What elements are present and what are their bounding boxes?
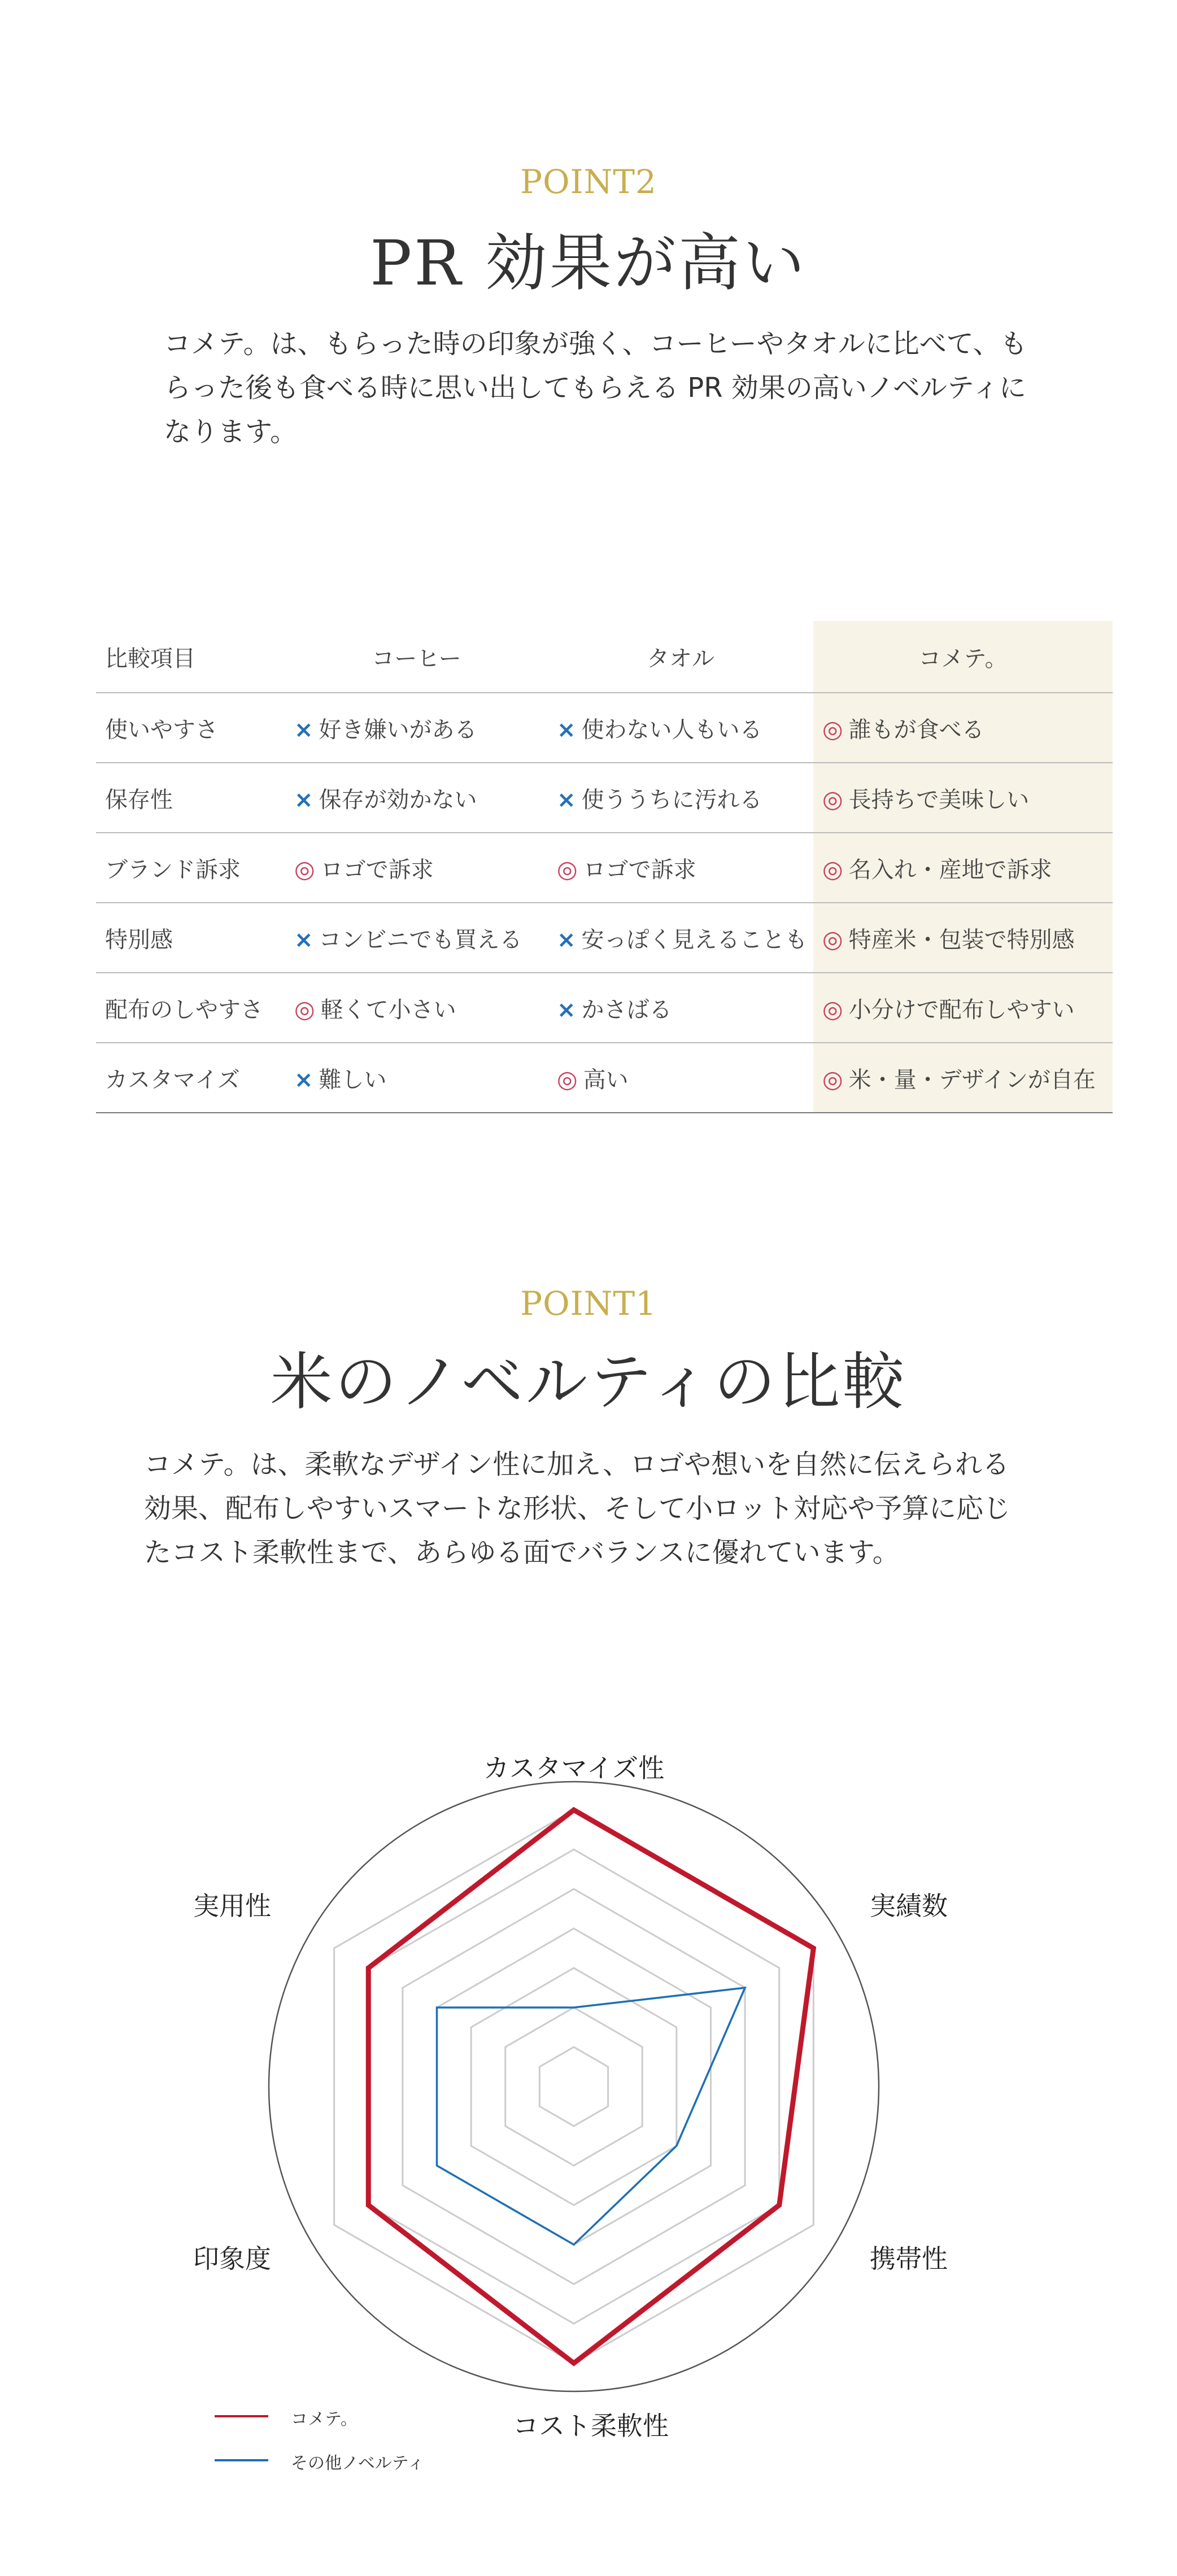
double-circle-mark-icon: ◎ [822,785,843,813]
table-cell-text: 安っぽく見えることも [581,926,808,953]
header-coffee: コーヒー [285,621,548,693]
table-cell-text: 難しい [319,1066,387,1093]
table-cell-text: 好き嫌いがある [319,716,477,743]
radar-grid-ring [505,2008,642,2166]
cross-mark-icon: × [294,926,313,953]
table-cell-text: かさばる [581,996,672,1023]
header-towel: タオル [548,621,813,693]
radar-grid [269,1782,879,2391]
cross-mark-icon: × [294,716,313,743]
double-circle-mark-icon: ◎ [822,1065,843,1093]
point1-paragraph-line: コメテ。は、柔軟なデザイン性に加え、ロゴや想いを自然に伝えられる [144,1449,1010,1480]
double-circle-mark-icon: ◎ [557,855,578,883]
legend-label: その他ノベルティ [291,2453,425,2473]
cross-mark-icon: × [294,1066,313,1093]
header-komete: コメテ。 [813,621,1113,693]
table-cell-text: 名入れ・産地で訴求 [848,856,1052,883]
radar-series-komete [368,1810,813,2363]
radar-outer-circle [269,1782,879,2391]
point1-label: POINT1 [520,1284,657,1323]
double-circle-mark-icon: ◎ [294,995,315,1023]
cross-mark-icon: × [557,996,576,1023]
table-cell-text: 高い [583,1066,629,1093]
radar-grid-ring [403,1889,745,2284]
point2-label: POINT2 [520,163,657,201]
point2-heading: PR 効果が高い [370,227,807,299]
radar-grid-ring [539,2047,608,2126]
table-cell-text: 使わない人もいる [581,716,762,743]
cross-mark-icon: × [294,786,313,813]
double-circle-mark-icon: ◎ [557,1065,578,1093]
cross-mark-icon: × [557,926,576,953]
table-cell-text: ロゴで訴求 [583,856,696,883]
table-cell-text: 小分けで配布しやすい [848,996,1075,1023]
double-circle-mark-icon: ◎ [822,715,843,743]
point1-paragraph-line: 効果、配布しやすいスマートな形状、そして小ロット対応や予算に応じ [144,1493,1011,1524]
table-cell-text: 長持ちで美味しい [848,786,1030,813]
radar-axis-label: カスタマイズ性 [483,1753,665,1783]
table-cell-text: コンビニでも買える [319,926,522,953]
table-row-item: 特別感 [96,903,285,973]
radar-axis-label: 印象度 [193,2243,271,2274]
radar-legend [215,2416,268,2460]
header-item: 比較項目 [96,621,285,693]
radar-series [368,1810,813,2363]
table-cell-text: ロゴで訴求 [320,856,434,883]
radar-axis-label: 実用性 [193,1891,271,1921]
point2-paragraph-line: コメテ。は、もらった時の印象が強く、コーヒーやタオルに比べて、も [164,328,1027,360]
table-row-item: 使いやすさ [96,693,285,763]
table-row-item: ブランド訴求 [96,833,285,903]
legend-label: コメテ。 [291,2409,358,2429]
radar-axis-label: 実績数 [870,1891,948,1921]
point2-paragraph-line: らった後も食べる時に思い出してもらえる PR 効果の高いノベルティに [164,372,1027,404]
point1-heading: 米のノベルティの比較 [270,1346,907,1418]
table-cell-text: 軽くて小さい [320,996,456,1023]
double-circle-mark-icon: ◎ [822,995,843,1023]
cross-mark-icon: × [557,786,576,813]
cross-mark-icon: × [557,716,576,743]
radar-axis-label: 携帯性 [870,2243,948,2274]
table-cell-text: 使ううちに汚れる [581,786,762,813]
point2-paragraph-line: なります。 [164,416,298,448]
table-cell-text: 特産米・包装で特別感 [848,926,1075,953]
double-circle-mark-icon: ◎ [822,855,843,883]
double-circle-mark-icon: ◎ [294,855,315,883]
table-cell-text: 米・量・デザインが自在 [848,1066,1096,1093]
radar-axis-label: コスト柔軟性 [513,2411,669,2441]
table-row-item: 保存性 [96,763,285,833]
table-row-item: カスタマイズ [96,1043,285,1113]
double-circle-mark-icon: ◎ [822,925,843,953]
table-cell-text: 誰もが食べる [848,716,984,743]
radar-grid-ring [471,1968,677,2205]
point1-paragraph-line: たコスト柔軟性まで、あらゆる面でバランスに優れています。 [144,1537,900,1568]
radar-grid-ring [437,1928,711,2245]
table-row-item: 配布のしやすさ [96,973,285,1043]
table-cell-text: 保存が効かない [319,786,477,813]
radar-grid-ring [334,1810,814,2363]
